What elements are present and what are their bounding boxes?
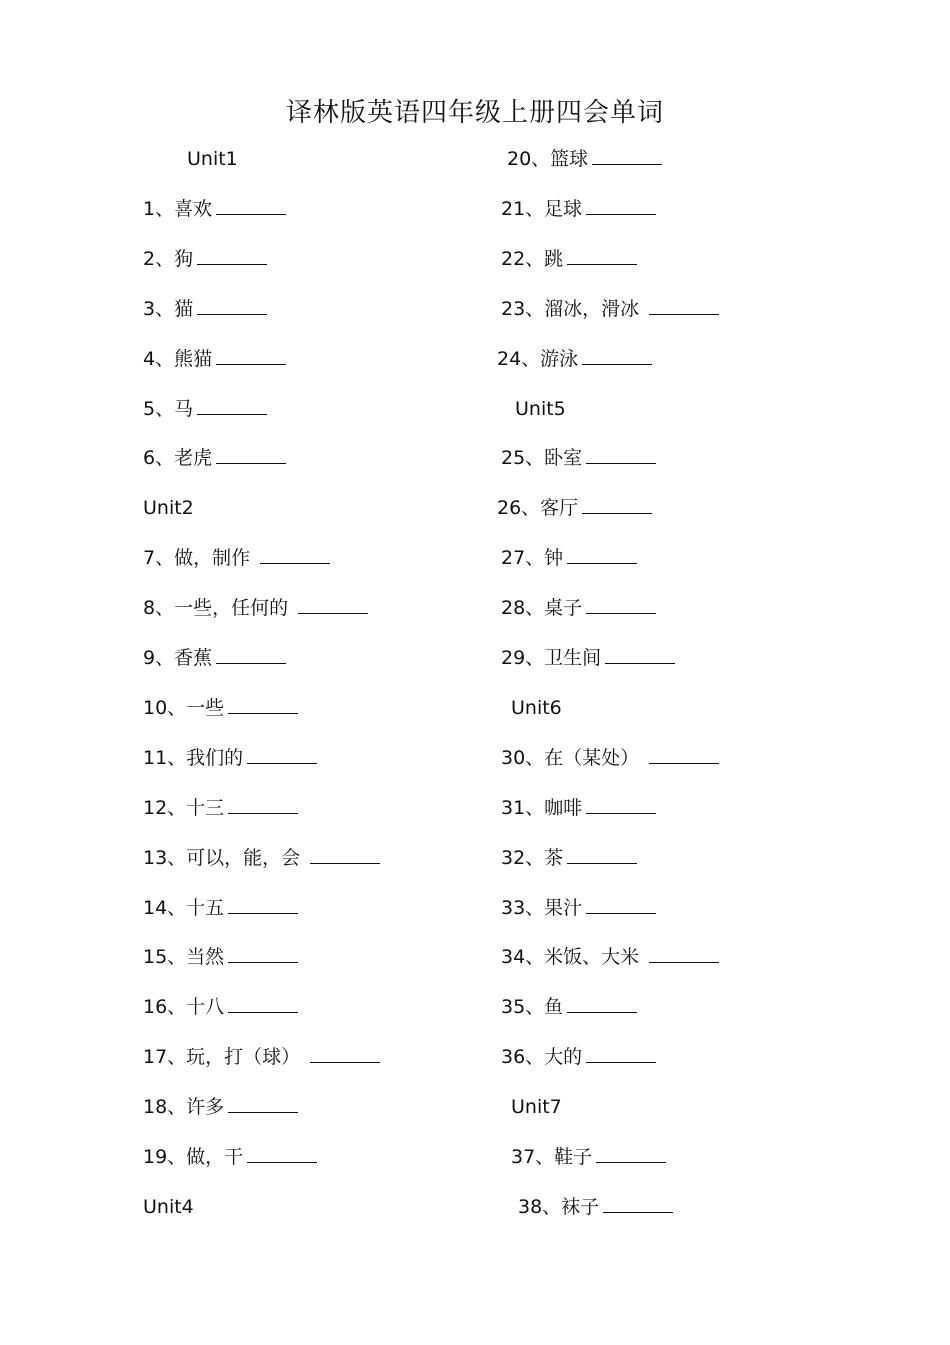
vocab-item-label: 8、一些，任何的 — [143, 597, 295, 619]
vocab-item — [501, 545, 637, 571]
answer-blank[interactable] — [216, 645, 286, 664]
unit-heading — [143, 1194, 194, 1220]
unit-heading — [511, 1094, 562, 1120]
vocab-item — [143, 1044, 380, 1070]
vocab-item-label: 27、钟 — [501, 547, 564, 569]
answer-blank[interactable] — [567, 994, 637, 1013]
vocab-item — [501, 994, 637, 1020]
vocab-item-label: 3、猫 — [143, 298, 194, 320]
answer-blank[interactable] — [649, 745, 719, 764]
vocab-item-label: 4、熊猫 — [143, 348, 213, 370]
page-title: 译林版英语四年级上册四会单词 — [285, 98, 664, 128]
answer-blank[interactable] — [216, 196, 286, 215]
vocab-item — [143, 296, 267, 322]
answer-blank[interactable] — [228, 695, 298, 714]
vocab-item — [501, 296, 719, 322]
answer-blank[interactable] — [586, 445, 656, 464]
vocab-item — [143, 1094, 298, 1120]
unit-heading-label: Unit1 — [187, 148, 238, 170]
vocab-item-label: 26、客厅 — [497, 497, 579, 519]
vocab-item — [143, 246, 267, 272]
answer-blank[interactable] — [197, 296, 267, 315]
answer-blank[interactable] — [310, 1044, 380, 1063]
vocab-item — [143, 445, 286, 471]
vocab-item — [501, 595, 656, 621]
vocab-item — [143, 396, 267, 422]
unit-heading-label: Unit4 — [143, 1196, 194, 1218]
vocab-item-label: 12、十三 — [143, 797, 225, 819]
vocab-item-label: 38、袜子 — [518, 1196, 600, 1218]
vocab-item-label: 20、篮球 — [507, 148, 589, 170]
vocab-item — [143, 346, 286, 372]
vocab-item — [501, 845, 637, 871]
vocab-item-label: 6、老虎 — [143, 447, 213, 469]
answer-blank[interactable] — [310, 845, 380, 864]
answer-blank[interactable] — [247, 745, 317, 764]
answer-blank[interactable] — [605, 645, 675, 664]
vocab-item-label: 35、鱼 — [501, 996, 564, 1018]
vocab-item-label: 32、茶 — [501, 847, 564, 869]
answer-blank[interactable] — [586, 795, 656, 814]
answer-blank[interactable] — [298, 595, 368, 614]
vocab-item-label: 22、跳 — [501, 248, 564, 270]
vocab-item-label: 5、马 — [143, 398, 194, 420]
vocab-item-label: 19、做，干 — [143, 1146, 244, 1168]
vocab-item-label: 17、玩，打（球） — [143, 1046, 307, 1068]
vocab-item-label: 21、足球 — [501, 198, 583, 220]
answer-blank[interactable] — [216, 346, 286, 365]
vocab-item-label: 16、十八 — [143, 996, 225, 1018]
unit-heading-label: Unit7 — [511, 1096, 562, 1118]
vocab-item-label: 31、咖啡 — [501, 797, 583, 819]
vocab-item-label: 25、卧室 — [501, 447, 583, 469]
unit-heading-label: Unit2 — [143, 497, 194, 519]
vocab-item — [501, 944, 719, 970]
vocab-item — [501, 745, 719, 771]
vocab-item-label: 9、香蕉 — [143, 647, 213, 669]
vocab-item-label: 24、游泳 — [497, 348, 579, 370]
answer-blank[interactable] — [582, 346, 652, 365]
vocab-item-label: 14、十五 — [143, 897, 225, 919]
vocab-item — [143, 196, 286, 222]
vocab-item — [143, 1144, 317, 1170]
unit-heading — [511, 695, 562, 721]
answer-blank[interactable] — [592, 146, 662, 165]
vocab-item — [143, 545, 330, 571]
answer-blank[interactable] — [197, 246, 267, 265]
answer-blank[interactable] — [567, 246, 637, 265]
vocab-item — [143, 994, 298, 1020]
vocab-item-label: 36、大的 — [501, 1046, 583, 1068]
vocab-item — [501, 445, 656, 471]
vocab-item — [511, 1144, 666, 1170]
answer-blank[interactable] — [586, 1044, 656, 1063]
vocab-item-label: 11、我们的 — [143, 747, 244, 769]
vocab-item — [501, 1044, 656, 1070]
answer-blank[interactable] — [596, 1144, 666, 1163]
vocab-item — [143, 595, 368, 621]
vocab-item-label: 29、卫生间 — [501, 647, 602, 669]
unit-heading — [187, 146, 238, 172]
answer-blank[interactable] — [582, 495, 652, 514]
answer-blank[interactable] — [649, 944, 719, 963]
unit-heading — [143, 495, 194, 521]
answer-blank[interactable] — [603, 1194, 673, 1213]
answer-blank[interactable] — [586, 895, 656, 914]
answer-blank[interactable] — [567, 845, 637, 864]
vocab-item — [497, 495, 652, 521]
vocab-item-label: 7、做，制作 — [143, 547, 257, 569]
vocab-item — [501, 795, 656, 821]
vocab-item-label: 30、在（某处） — [501, 747, 646, 769]
vocab-item — [143, 645, 286, 671]
vocab-item — [143, 845, 380, 871]
vocab-item — [501, 246, 637, 272]
vocab-item-label: 37、鞋子 — [511, 1146, 593, 1168]
vocab-item-label: 2、狗 — [143, 248, 194, 270]
vocab-item-label: 33、果汁 — [501, 897, 583, 919]
vocab-item — [507, 146, 662, 172]
answer-blank[interactable] — [586, 595, 656, 614]
unit-heading-label: Unit5 — [515, 398, 566, 420]
vocab-item — [143, 745, 317, 771]
vocab-item-label: 1、喜欢 — [143, 198, 213, 220]
vocab-item — [518, 1194, 673, 1220]
answer-blank[interactable] — [649, 296, 719, 315]
vocab-item-label: 13、可以，能，会 — [143, 847, 307, 869]
vocab-item — [501, 645, 675, 671]
answer-blank[interactable] — [228, 1094, 298, 1113]
answer-blank[interactable] — [260, 545, 330, 564]
vocab-item-label: 15、当然 — [143, 946, 225, 968]
answer-blank[interactable] — [228, 895, 298, 914]
vocab-item — [143, 895, 298, 921]
answer-blank[interactable] — [216, 445, 286, 464]
vocab-item-label: 10、一些 — [143, 697, 225, 719]
vocab-item — [143, 695, 298, 721]
answer-blank[interactable] — [247, 1144, 317, 1163]
vocab-item — [501, 196, 656, 222]
unit-heading — [515, 396, 566, 422]
vocab-item-label: 18、许多 — [143, 1096, 225, 1118]
answer-blank[interactable] — [228, 795, 298, 814]
vocab-item — [143, 944, 298, 970]
answer-blank[interactable] — [197, 396, 267, 415]
vocab-item-label: 28、桌子 — [501, 597, 583, 619]
vocab-item — [497, 346, 652, 372]
vocab-item-label: 23、溜冰，滑冰 — [501, 298, 646, 320]
vocab-item-label: 34、米饭、大米 — [501, 946, 646, 968]
answer-blank[interactable] — [228, 994, 298, 1013]
answer-blank[interactable] — [586, 196, 656, 215]
vocab-item — [143, 795, 298, 821]
answer-blank[interactable] — [567, 545, 637, 564]
answer-blank[interactable] — [228, 944, 298, 963]
unit-heading-label: Unit6 — [511, 697, 562, 719]
vocab-item — [501, 895, 656, 921]
